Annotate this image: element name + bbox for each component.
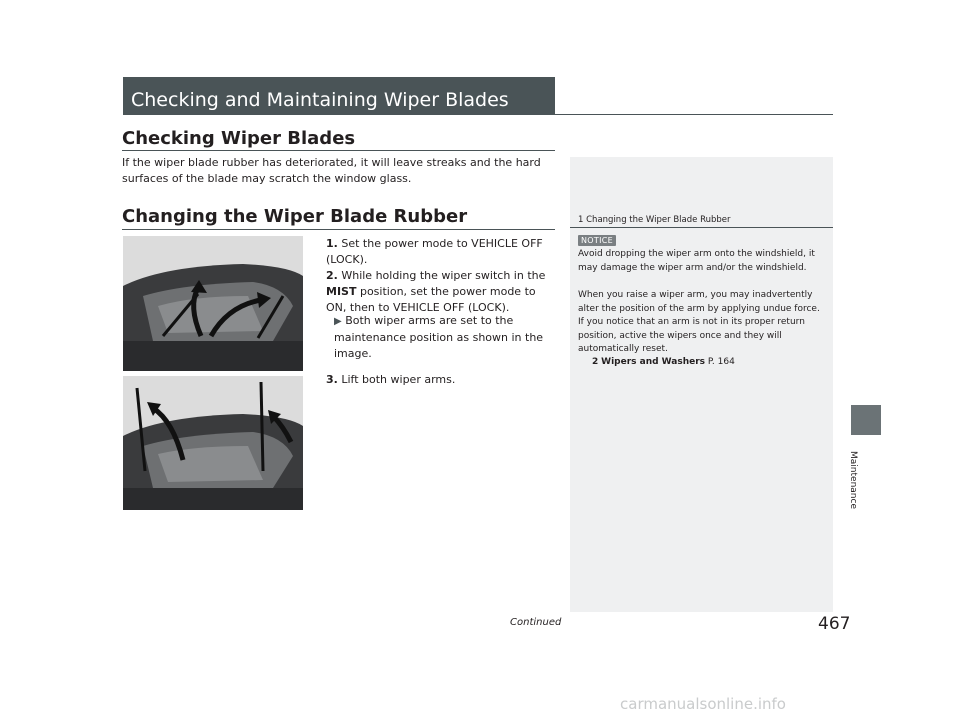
checking-heading-rule	[122, 150, 555, 151]
wiper-maintenance-position-photo	[123, 236, 303, 371]
changing-heading-rule	[122, 229, 555, 230]
sidebar-heading-text: Changing the Wiper Blade Rubber	[586, 215, 731, 225]
sidebar-panel	[570, 157, 833, 612]
checking-heading: Checking Wiper Blades	[122, 128, 356, 149]
mist-label: MIST	[326, 285, 357, 298]
sidebar-paragraph: When you raise a wiper arm, you may inadvertently alter the position of the arm by applying undue force. If you notice that an arm is not in its proper return position, active the wipers once and they will automatically reset.	[578, 290, 820, 354]
maintenance-tab	[851, 405, 881, 435]
step-3-text: Lift both wiper arms.	[341, 373, 456, 386]
link-text: Wipers and Washers	[601, 357, 706, 367]
step-1-text: Set the power mode to VEHICLE OFF (LOCK).	[326, 237, 543, 266]
sidebar-ref-icon: 1	[578, 215, 584, 225]
step-2	[326, 268, 556, 316]
checking-text: If the wiper blade rubber has deteriorated, it will leave streaks and the hard surfaces of the blade may scratch the window glass.	[122, 156, 541, 185]
sidebar-rule	[570, 227, 833, 228]
changing-heading: Changing the Wiper Blade Rubber	[122, 206, 468, 227]
sidebar-heading	[578, 215, 731, 225]
step-2-substep-text: Both wiper arms are set to the maintenance position as shown in the image.	[334, 314, 544, 360]
step-3	[326, 372, 556, 388]
link-arrow-icon: 2	[592, 357, 599, 367]
step-2-text-post: position, set the power mode to ON, then to VEHICLE OFF (LOCK).	[326, 285, 536, 314]
step-1	[326, 236, 556, 268]
wipers-washers-link[interactable]	[592, 356, 792, 370]
section-banner	[123, 77, 555, 115]
continued-label: Continued	[510, 617, 562, 628]
step-2-text-pre: While holding the wiper switch in the	[341, 269, 546, 282]
substep-arrow-icon: ▶	[334, 316, 342, 327]
page-number: 467	[818, 614, 851, 634]
section-title: Checking and Maintaining Wiper Blades	[131, 89, 509, 111]
step-1-number: 1.	[326, 237, 338, 250]
banner-rule	[555, 114, 833, 115]
step-2-number: 2.	[326, 269, 338, 282]
watermark: carmanualsonline.info	[620, 695, 786, 713]
maintenance-tab-label: Maintenance	[848, 451, 858, 509]
link-page: P. 164	[707, 357, 735, 367]
wiper-arms-lifted-photo	[123, 376, 303, 510]
notice-badge: NOTICE	[578, 235, 616, 246]
step-3-number: 3.	[326, 373, 338, 386]
notice-text: Avoid dropping the wiper arm onto the windshield, it may damage the wiper arm and/or the windshield.	[578, 249, 815, 273]
step-2-substep	[334, 313, 554, 362]
